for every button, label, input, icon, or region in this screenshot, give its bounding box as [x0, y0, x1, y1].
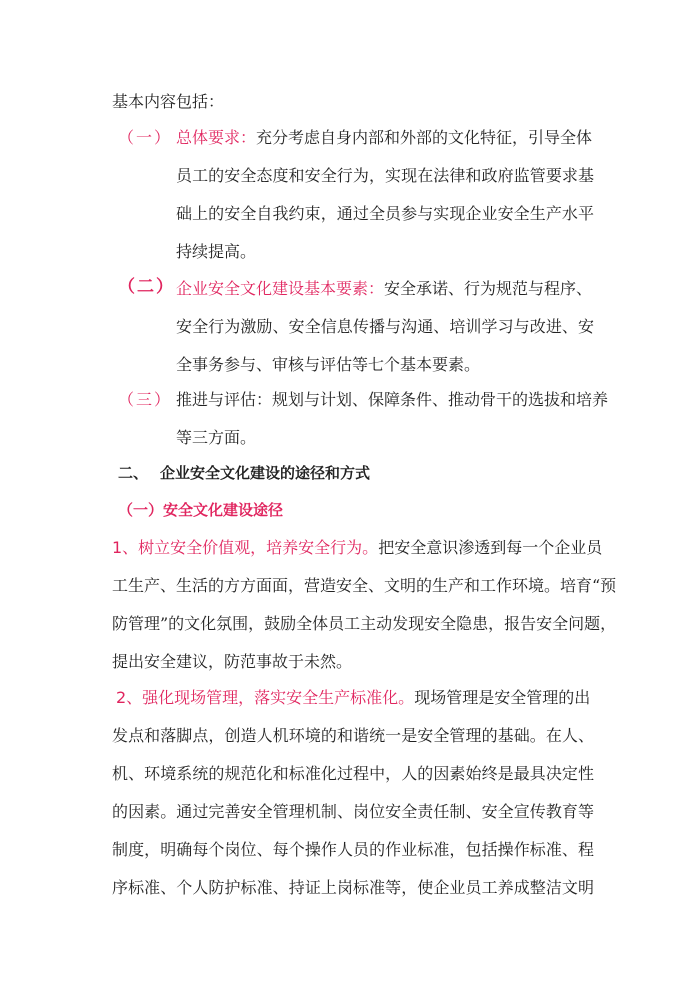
paragraph-lead: 2、强化现场管理，落实安全生产标准化。 [116, 688, 415, 707]
paragraph-text: 现场管理是安全管理的出 [414, 688, 591, 707]
item-text [176, 279, 594, 299]
item-line: 安全行为激励、安全信息传播与沟通、培训学习与改进、安 [176, 317, 594, 336]
item-text [176, 128, 594, 148]
item-numeral: （一） [118, 128, 173, 147]
paragraph-lead: 1、树立安全价值观，培养安全行为。 [112, 538, 379, 557]
paragraph-line: 工生产、生活的方方面面，营造安全、文明的生产和工作环境。培育“预 [112, 576, 617, 595]
item-numeral: （三） [118, 390, 173, 409]
item-title: 总体要求： [176, 128, 257, 147]
item-line: 员工的安全态度和安全行为，实现在法律和政府监管要求基 [176, 166, 594, 185]
item-line: 全事务参与、审核与评估等七个基本要素。 [176, 355, 481, 374]
paragraph-line: 机、环境系统的规范化和标准化过程中，人的因素始终是最具决定性 [112, 764, 594, 783]
item-numeral: （二） [118, 277, 175, 297]
section-title: 企业安全文化建设的途径和方式 [160, 464, 371, 482]
item-line: 充分考虑自身内部和外部的文化特征，引导全体 [256, 128, 593, 147]
item-title: 企业安全文化建设基本要素： [176, 279, 385, 298]
paragraph-line: 提出安全建议，防范事故于未然。 [112, 652, 353, 671]
item-line: 等三方面。 [176, 428, 257, 447]
intro-text: 基本内容包括： [112, 92, 225, 111]
paragraph-line: 制度，明确每个岗位、每个操作人员的作业标准，包括操作标准、程 [112, 840, 594, 859]
paragraph-line [112, 538, 603, 558]
paragraph-line: 防管理”的文化氛围，鼓励全体员工主动发现安全隐患，报告安全问题， [112, 614, 617, 633]
paragraph-line: 的因素。通过完善安全管理机制、岗位安全责任制、安全宣传教育等 [112, 802, 594, 821]
item-line: 础上的安全自我约束，通过全员参与实现企业安全生产水平 [176, 204, 594, 223]
paragraph-line [116, 688, 594, 708]
paragraph-text: 把安全意识渗透到每一个企业员 [378, 538, 603, 557]
section-number: 二、 [118, 464, 149, 482]
item-line: 安全承诺、行为规范与程序、 [384, 279, 593, 298]
item-line: 推进与评估：规划与计划、保障条件、推动骨干的选拔和培养 [176, 390, 609, 409]
item-line: 持续提高。 [176, 242, 257, 261]
subsection-title: （一）安全文化建设途径 [118, 501, 284, 519]
paragraph-line: 发点和落脚点，创造人机环境的和谐统一是安全管理的基础。在人、 [112, 726, 594, 745]
paragraph-line: 序标准、个人防护标准、持证上岗标准等，使企业员工养成整洁文明 [112, 878, 594, 897]
